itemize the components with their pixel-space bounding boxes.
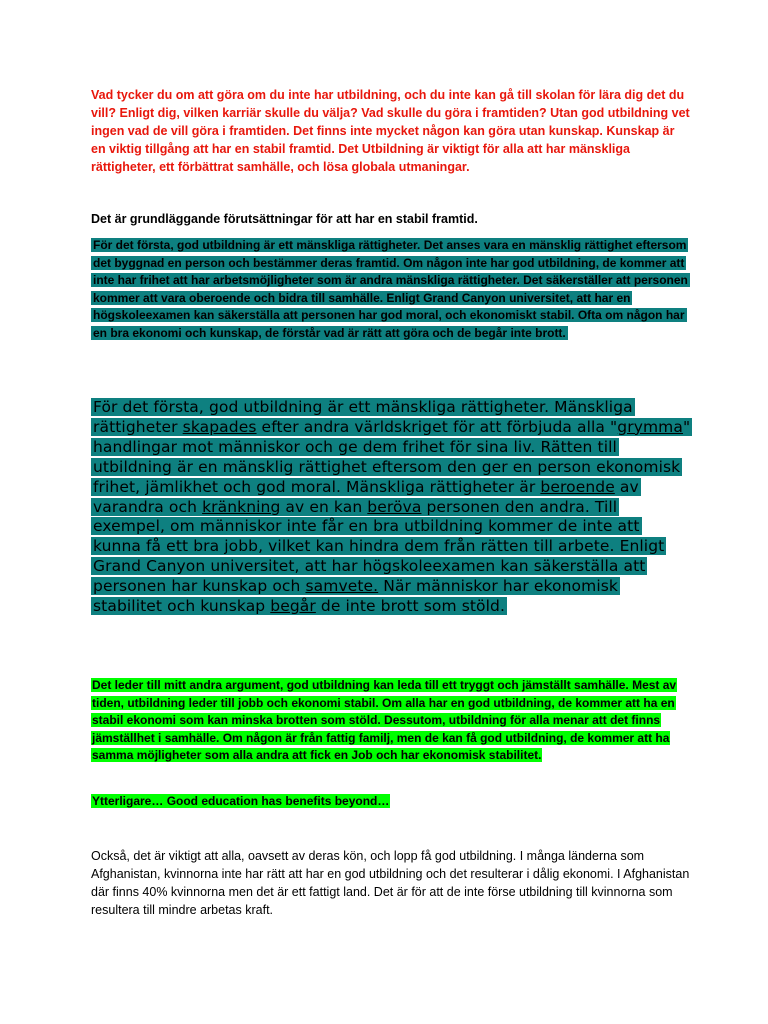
text-run: efter andra världskriget för att förbjuda alla " xyxy=(256,417,618,436)
teal-highlight-large xyxy=(91,398,692,615)
text-run: För det första, god utbildning är ett mänskliga rättigheter. Mänskliga rättigheter xyxy=(93,398,633,436)
first-argument-paragraph xyxy=(91,237,691,343)
underlined-word: kränkning xyxy=(202,497,281,516)
third-argument-paragraph: Också, det är viktigt att alla, oavsett av deras kön, och lopp få god utbildning. I många länderna som Afghanistan, kvinnorna inte har rätt att har en god utbildning och det resulterar i dålig ekonomi. I Afghanistan där finns 40% kvinnorna men det är ett fattigt land. Det är för att de inte förse utbildning till kvinnorna som resultera till mindre arbetas kraft. xyxy=(91,849,690,917)
text-run: de inte brott som stöld. xyxy=(315,597,506,616)
underlined-word: skapades xyxy=(182,417,257,436)
continuation-note xyxy=(91,793,691,811)
underlined-word: samvete. xyxy=(305,577,379,596)
underlined-word: beröva xyxy=(367,497,422,516)
green-highlight-text: Det leder till mitt andra argument, god utbildning kan leda till ett tryggt och jämställt samhälle. Mest av tiden, utbildning leder till jobb och ekonomi stabil. Om alla har en god utbildning, de kommer att ha en stabil ekonomi som kan minska brotten som stöld. Dessutom, utbildning för alla menar att det finns jämställhet i samhälle. Om någon är från fattig familj, men de kan få god utbildning, de kommer att ha samma möjligheter som alla andra att fick en Job och har ekonomisk stabilitet. xyxy=(92,678,677,763)
intro-question-paragraph: Vad tycker du om att göra om du inte har utbildning, och du inte kan gå till skolan för lära dig det du vill? Enligt dig, vilken karriär skulle du välja? Vad skulle du göra i framtiden? Utan god utbildning vet ingen vad de vill göra i framtiden. Det finns inte mycket någon kan göra utan kunskap. Kunskap är en viktig tillgång att har en stabil framtid. Det Utbildning är viktigt för alla att har mänskliga rättigheter, ett förbättrat samhälle, och lösa globala utmaningar. xyxy=(91,88,690,174)
text-run: När människor har ekonomisk stabilitet och kunskap xyxy=(93,577,618,616)
text-run: av en kan xyxy=(280,497,368,516)
first-argument-revised-paragraph xyxy=(91,398,691,617)
text-run: personen den andra. Till exempel, om människor inte får en bra utbildning kommer de inte att kunna få ett bra jobb, vilket kan hindra dem från rätten till arbete. Enligt Grand Canyon universitet, att har högskoleexamen kan säkerställa att personen har kunskap och xyxy=(93,497,665,596)
underlined-word: begår xyxy=(270,597,316,616)
teal-highlight-text: För det första, god utbildning är ett mänskliga rättigheter. Det anses vara en mänsklig rättighet eftersom det byggnad en person och bestämmer deras framtid. Om någon inte har god utbildning, de kommer att inte har frihet att har arbetsmöjligheter som är andra mänskliga rättigheter. Det säkerställer att personen kommer att vara oberoende och bidra till samhälle. Enligt Grand Canyon universitet, att har en högskoleexamen kan säkerställa att personen har god moral, och ekonomiskt stabil. Ofta om någon har en bra ekonomi och kunskap, de förstår vad är rätt att göra och de begår inte brott. xyxy=(93,238,688,340)
text-run: av varandra och xyxy=(93,477,639,516)
underlined-word: grymma xyxy=(617,417,683,436)
thesis-line: Det är grundläggande förutsättningar för att har en stabil framtid. xyxy=(91,212,478,226)
second-argument-paragraph xyxy=(91,677,691,765)
underlined-word: beroende xyxy=(540,477,615,496)
green-highlight-line: Ytterligare… Good education has benefits beyond… xyxy=(92,794,390,808)
text-run: " handlingar mot människor och ge dem frihet för sina liv. Rätten till utbildning är en mänsklig rättighet eftersom den ger en person ekonomisk frihet, jämlikhet och god moral. Mänskliga rättigheter är xyxy=(93,417,691,496)
